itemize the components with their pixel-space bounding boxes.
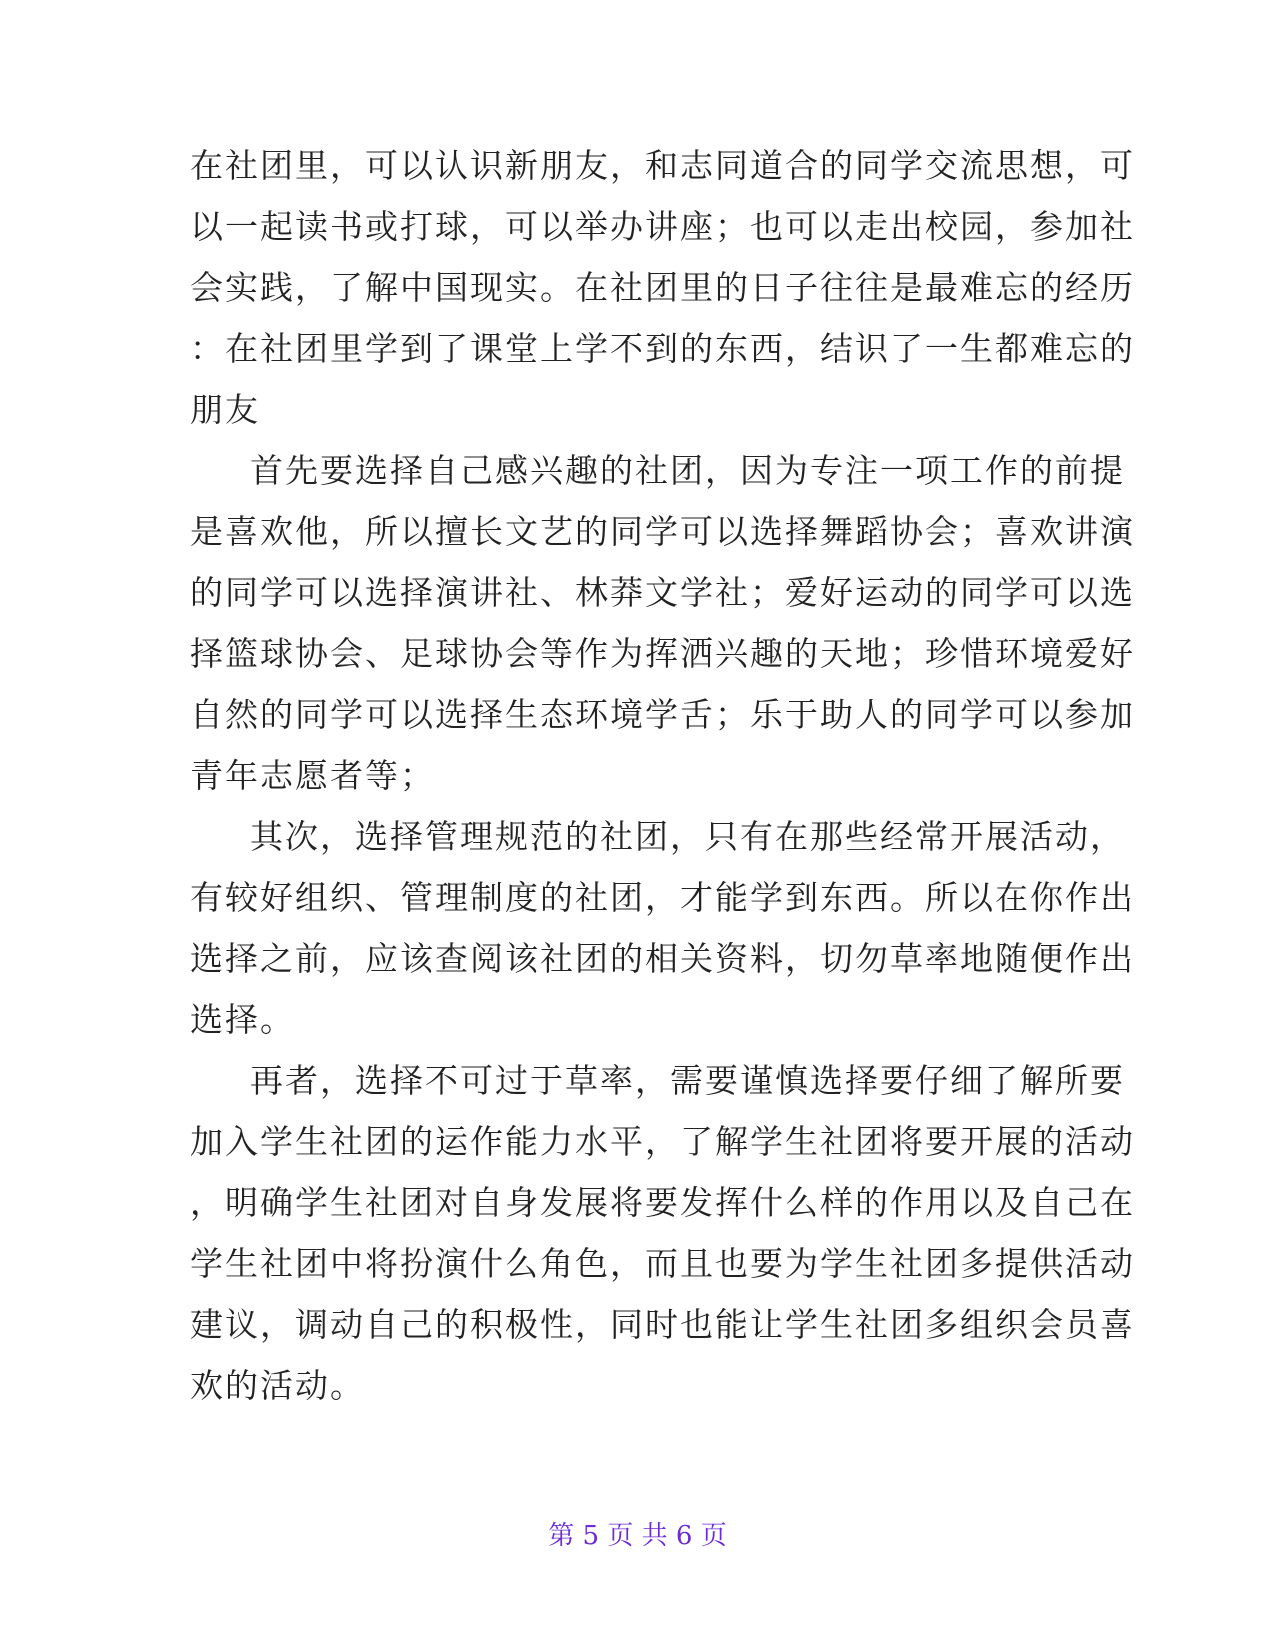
text-line: 朋友 [190, 390, 260, 429]
text-line: 加入学生社团的运作能力水平，了解学生社团将要开展的活动 [190, 1122, 1135, 1161]
text-line: 会实践，了解中国现实。在社团里的日子往往是最难忘的经历 [190, 268, 1135, 307]
text-line: ：在社团里学到了课堂上学不到的东西，结识了一生都难忘的 [190, 329, 1135, 368]
text-line: 首先要选择自己感兴趣的社团，因为专注一项工作的前提 [250, 451, 1125, 490]
text-line: 的同学可以选择演讲社、林莽文学社；爱好运动的同学可以选 [190, 573, 1135, 612]
text-line: 欢的活动。 [190, 1366, 365, 1405]
text-line: 建议，调动自己的积极性，同时也能让学生社团多组织会员喜 [190, 1305, 1135, 1344]
text-line: 择篮球协会、足球协会等作为挥洒兴趣的天地；珍惜环境爱好 [190, 634, 1135, 673]
text-line: 自然的同学可以选择生态环境学舌；乐于助人的同学可以参加 [190, 695, 1135, 734]
text-line: 选择之前，应该查阅该社团的相关资料，切勿草率地随便作出 [190, 939, 1135, 978]
text-line: 学生社团中将扮演什么角色，而且也要为学生社团多提供活动 [190, 1244, 1135, 1283]
text-line: 有较好组织、管理制度的社团，才能学到东西。所以在你作出 [190, 878, 1135, 917]
text-line: 青年志愿者等； [190, 756, 435, 795]
text-line: 是喜欢他，所以擅长文艺的同学可以选择舞蹈协会；喜欢讲演 [190, 512, 1135, 551]
text-line: 其次，选择管理规范的社团，只有在那些经常开展活动， [250, 817, 1125, 856]
text-line: 在社团里，可以认识新朋友，和志同道合的同学交流思想，可 [190, 146, 1135, 185]
text-line: 再者，选择不可过于草率，需要谨慎选择要仔细了解所要 [250, 1061, 1125, 1100]
text-line: ，明确学生社团对自身发展将要发挥什么样的作用以及自己在 [190, 1183, 1135, 1222]
text-line: 选择。 [190, 1000, 295, 1039]
page-number-footer: 第 5 页 共 6 页 [548, 1521, 727, 1551]
text-line: 以一起读书或打球，可以举办讲座；也可以走出校园，参加社 [190, 207, 1135, 246]
